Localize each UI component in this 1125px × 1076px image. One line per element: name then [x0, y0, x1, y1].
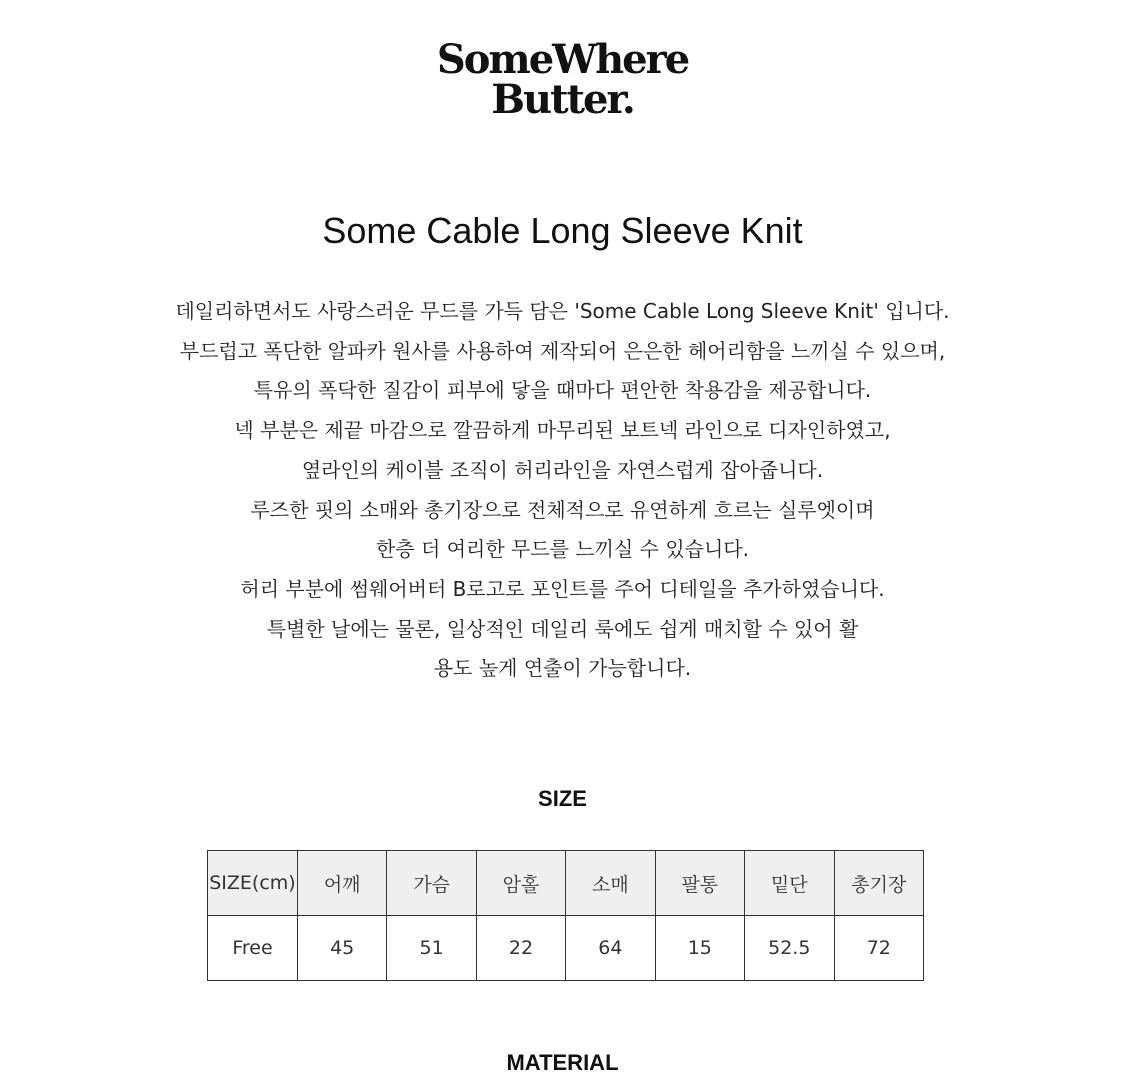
header-cell: 어깨: [297, 851, 386, 916]
header-cell: 팔통: [655, 851, 744, 916]
cell: 15: [655, 916, 744, 981]
description-line: 특유의 폭닥한 질감이 피부에 닿을 때마다 편안한 착용감을 제공합니다.: [253, 378, 872, 403]
header-cell: 밑단: [745, 851, 835, 916]
product-title: Some Cable Long Sleeve Knit: [322, 210, 803, 251]
header-cell: 총기장: [834, 851, 923, 916]
header-cell: 암홀: [476, 851, 565, 916]
size-table: [207, 850, 924, 981]
description-line: 특별한 날에는 물론, 일상적인 데일리 룩에도 쉽게 매치할 수 있어 활: [266, 616, 859, 641]
cell: 64: [566, 916, 655, 981]
description-line: 옆라인의 케이블 조직이 허리라인을 자연스럽게 잡아줍니다.: [301, 457, 824, 482]
description-line: 허리 부분에 썸웨어버터 B로고로 포인트를 주어 디테일을 추가하였습니다.: [240, 576, 885, 601]
description-line: 데일리하면서도 사랑스러운 무드를 가득 담은 'Some Cable Long Sleeve Knit' 입니다.: [175, 299, 950, 323]
cell: 45: [297, 916, 386, 981]
cell: Free: [208, 916, 298, 981]
cell: 22: [476, 916, 565, 981]
product-description: [0, 292, 1125, 689]
description-line: 한층 더 여리한 무드를 느끼실 수 있습니다.: [376, 537, 749, 562]
brand-logo: [0, 36, 1125, 123]
brand-logo-line1: SomeWhere: [436, 36, 689, 83]
material-heading: MATERIAL: [506, 1050, 619, 1075]
brand-logo-line2: Butter.: [491, 76, 634, 123]
size-heading: SIZE: [538, 786, 587, 811]
size-table-header: [208, 851, 924, 916]
description-line: 용도 높게 연출이 가능합니다.: [433, 656, 692, 681]
cell: 51: [387, 916, 476, 981]
header-cell: 가슴: [387, 851, 476, 916]
cell: 52.5: [745, 916, 835, 981]
cell: 72: [834, 916, 923, 981]
header-cell: SIZE(cm): [208, 851, 298, 916]
header-cell: 소매: [566, 851, 655, 916]
description-line: 넥 부분은 제끝 마감으로 깔끔하게 마무리된 보트넥 라인으로 디자인하였고,: [234, 418, 891, 443]
table-row: [208, 916, 924, 981]
description-line: 부드럽고 폭단한 알파카 원사를 사용하여 제작되어 은은한 헤어리함을 느끼실 수 있으며,: [179, 338, 946, 363]
description-line: 루즈한 핏의 소매와 총기장으로 전체적으로 유연하게 흐르는 실루엣이며: [250, 497, 875, 522]
